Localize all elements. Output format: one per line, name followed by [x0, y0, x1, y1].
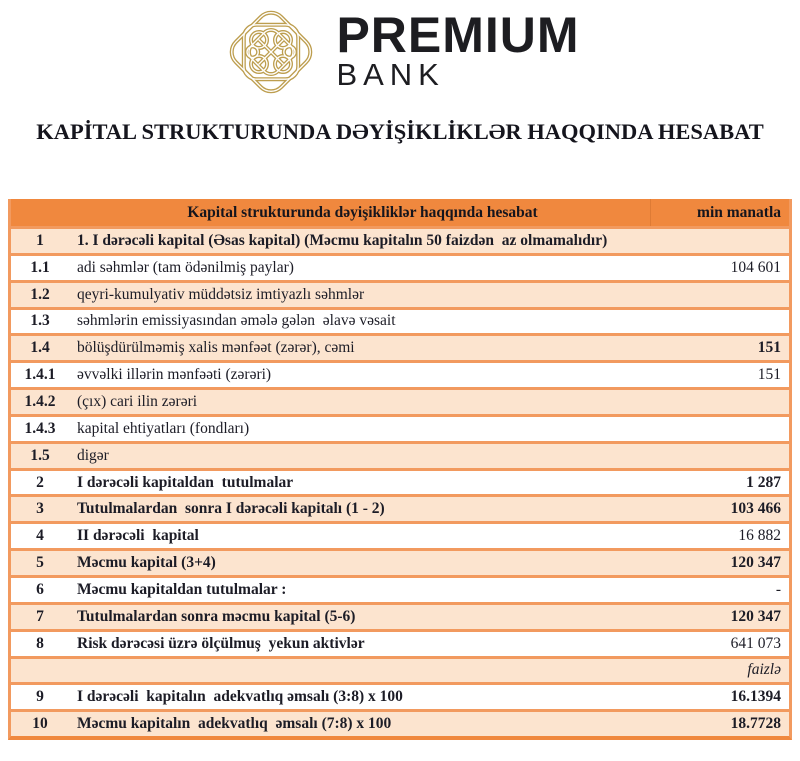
row-number: 5	[36, 554, 44, 572]
row-number: 9	[36, 688, 44, 706]
row-number: 10	[32, 715, 48, 733]
row-number: 1.4	[30, 339, 50, 357]
table-row	[11, 709, 789, 736]
row-label: I dərəcəli kapitalın adekvatlıq əmsalı (3:8) x 100	[77, 688, 403, 706]
table-row	[11, 602, 789, 629]
capital-structure-table	[8, 199, 792, 740]
table-body	[11, 226, 789, 736]
row-value: 16.1394	[730, 688, 781, 706]
row-number: 2	[36, 473, 44, 491]
table-row	[11, 521, 789, 548]
row-number: 1.3	[30, 312, 50, 330]
bank-wordmark	[336, 7, 580, 92]
row-number: 1.1	[30, 258, 50, 276]
row-label: kapital ehtiyatları (fondları)	[77, 419, 250, 437]
table-row	[11, 307, 789, 334]
row-number: 1.4.2	[24, 392, 56, 410]
row-label: bölüşdürülməmiş xalis mənfəət (zərər), cəmi	[77, 339, 355, 357]
row-number: 3	[36, 500, 44, 518]
row-value: faizlə	[747, 661, 781, 679]
row-number: 1	[36, 231, 44, 249]
table-row	[11, 494, 789, 521]
bank-ornament-icon	[220, 4, 322, 100]
row-label: əvvəlki illərin mənfəəti (zərəri)	[77, 366, 272, 384]
table-row	[11, 280, 789, 307]
table-row	[11, 441, 789, 468]
table-row	[11, 629, 789, 656]
table-header-unit: min manatla	[650, 199, 789, 226]
bank-subname: BANK	[336, 57, 445, 92]
row-value: 1 287	[746, 473, 781, 491]
table-row	[11, 682, 789, 709]
row-value: 120 347	[730, 554, 781, 572]
row-label: qeyri-kumulyativ müddətsiz imtiyazlı səhmlər	[77, 285, 365, 303]
row-label: II dərəcəli kapital	[77, 527, 199, 545]
row-label: digər	[77, 446, 109, 464]
row-number: 4	[36, 527, 44, 545]
row-label: Tutulmalardan sonra I dərəcəli kapitalı (1 - 2)	[77, 500, 385, 518]
row-value: 103 466	[730, 500, 781, 518]
row-number: 1.4.1	[24, 366, 56, 384]
table-row	[11, 548, 789, 575]
table-header-row	[11, 199, 789, 226]
row-label: Məcmu kapitalın adekvatlıq əmsalı (7:8) x 100	[77, 715, 392, 733]
row-label: I dərəcəli kapitaldan tutulmalar	[77, 473, 294, 491]
row-number: 1.5	[30, 446, 50, 464]
row-value: 641 073	[730, 634, 781, 652]
row-number: 1.2	[30, 285, 50, 303]
row-label: adi səhmlər (tam ödənilmiş paylar)	[77, 258, 294, 276]
row-label: Məcmu kapitaldan tutulmalar :	[77, 580, 287, 598]
row-value: 151	[757, 339, 781, 357]
row-label: Tutulmalardan sonra məcmu kapital (5-6)	[77, 607, 356, 625]
table-row	[11, 468, 789, 495]
table-row	[11, 253, 789, 280]
row-value: 18.7728	[730, 715, 781, 733]
table-row	[11, 414, 789, 441]
row-number: 8	[36, 634, 44, 652]
row-value: 151	[757, 366, 781, 384]
bank-name: PREMIUM	[336, 7, 580, 63]
row-number: 1.4.3	[24, 419, 56, 437]
row-value: 16 882	[738, 527, 781, 545]
table-row	[11, 656, 789, 683]
row-label: Risk dərəcəsi üzrə ölçülmuş yekun aktivlər	[77, 634, 365, 652]
row-value: -	[775, 580, 781, 598]
row-label: Məcmu kapital (3+4)	[77, 554, 216, 572]
row-value: 120 347	[730, 607, 781, 625]
table-row	[11, 360, 789, 387]
table-row	[11, 226, 789, 253]
table-row	[11, 387, 789, 414]
row-label: səhmlərin emissiyasından əmələ gələn əlavə vəsait	[77, 312, 396, 330]
row-label: 1. I dərəcəli kapital (Əsas kapital) (Məcmu kapitalın 50 faizdən az olmamalıdır)	[77, 231, 608, 249]
bank-logo	[0, 4, 800, 100]
page-title: KAPİTAL STRUKTURUNDA DƏYİŞİKLİKLƏR HAQQINDA HESABAT	[36, 119, 764, 144]
row-label: (çıx) cari ilin zərəri	[77, 392, 198, 410]
row-number: 6	[36, 580, 44, 598]
table-header-title: Kapital strukturunda dəyişikliklər haqqında hesabat	[187, 203, 538, 221]
row-value: 104 601	[730, 258, 781, 276]
table-row	[11, 575, 789, 602]
table-row	[11, 333, 789, 360]
row-number: 7	[36, 607, 44, 625]
